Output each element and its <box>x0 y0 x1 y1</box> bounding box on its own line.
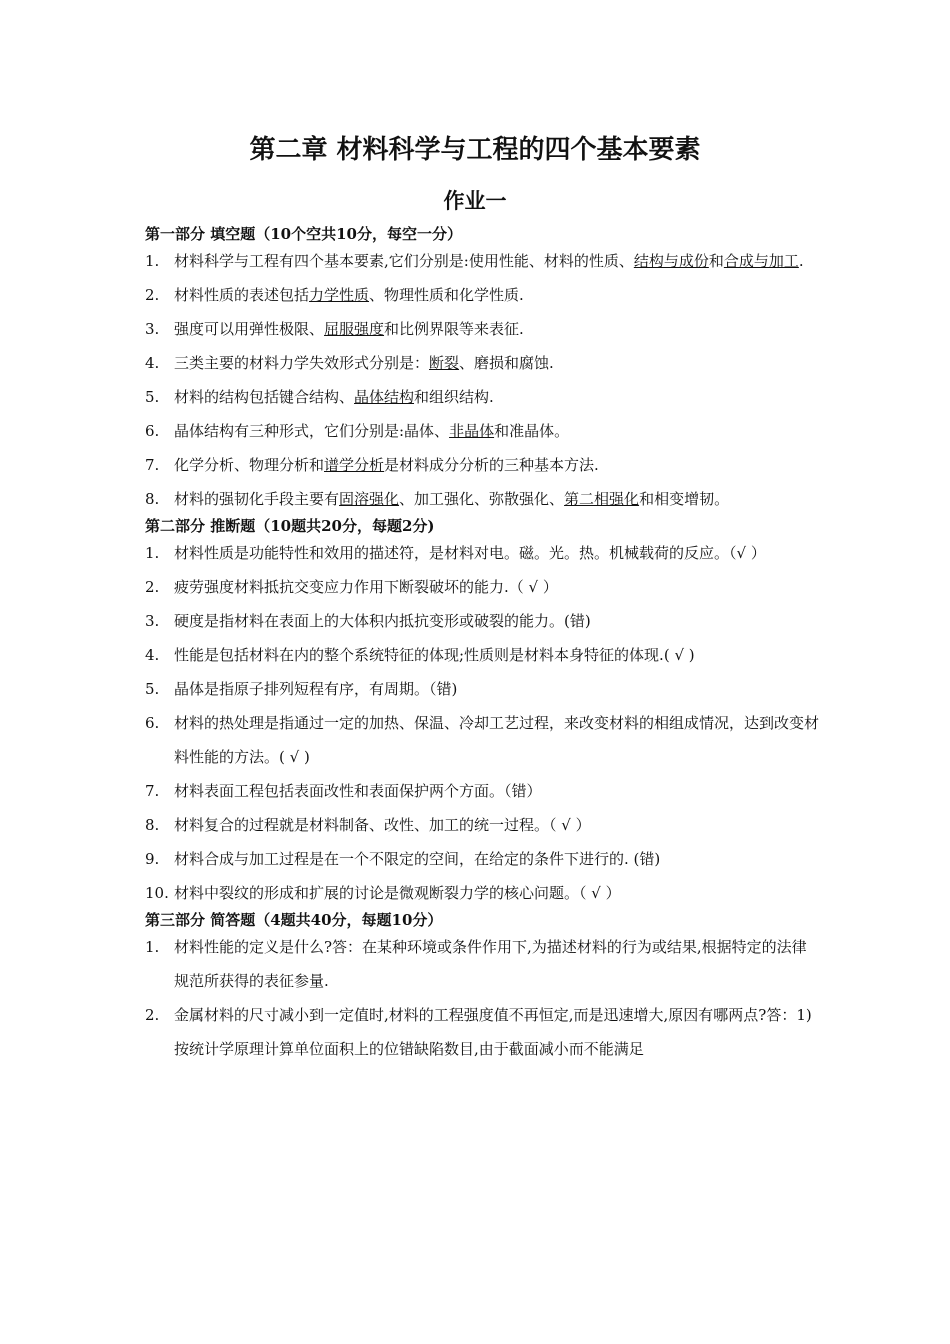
item-number: 8. <box>145 816 160 834</box>
answer-blank: 断裂 <box>429 354 460 372</box>
item-text: 和准晶体。 <box>494 422 570 440</box>
part2-item <box>145 536 820 570</box>
item-text: 材料性质是功能特性和效用的描述符，是材料对电。磁。光。热。机械载荷的反应。（√ ） <box>174 544 766 562</box>
item-number: 8. <box>145 490 160 508</box>
document-body <box>145 224 820 1066</box>
answer-blank: 晶体结构 <box>354 388 415 406</box>
assignment-title: 作业一 <box>443 188 507 213</box>
item-text: . <box>798 252 804 270</box>
item-text: 是材料成分分析的三种基本方法. <box>384 456 599 474</box>
answer-blank: 第二相强化 <box>564 490 640 508</box>
item-number: 3. <box>145 612 160 630</box>
item-number: 10. <box>145 884 169 902</box>
item-text: 材料表面工程包括表面改性和表面保护两个方面。（错） <box>174 782 542 800</box>
item-text: 性能是包括材料在内的整个系统特征的体现;性质则是材料本身特征的体现.( √ ) <box>174 646 695 664</box>
answer-blank: 屈服强度 <box>324 320 385 338</box>
item-text: 材料中裂纹的形成和扩展的讨论是微观断裂力学的核心问题。（ √ ） <box>174 884 621 902</box>
item-number: 7. <box>145 782 160 800</box>
answer-blank: 谱学分析 <box>324 456 385 474</box>
part3-heading: 第三部分 简答题（4题共40分，每题10分） <box>145 911 443 929</box>
part2-item <box>145 876 820 910</box>
answer-blank: 合成与加工 <box>723 252 799 270</box>
part2-item <box>145 638 820 672</box>
item-text: 和比例界限等来表征. <box>384 320 524 338</box>
part1-item <box>145 448 820 482</box>
item-number: 1. <box>145 938 160 956</box>
item-text: 疲劳强度材料抵抗交变应力作用下断裂破坏的能力.（ √ ） <box>174 578 558 596</box>
part3-item <box>145 930 820 998</box>
item-text: 材料的结构包括键合结构、 <box>174 388 355 406</box>
item-text: 材料的热处理是指通过一定的加热、保温、冷却工艺过程，来改变材料的相组成情况，达到改变材料性能的方法。( √ ) <box>174 714 820 766</box>
item-text: 材料复合的过程就是材料制备、改性、加工的统一过程。（ √ ） <box>174 816 591 834</box>
item-number: 3. <box>145 320 160 338</box>
part2-item <box>145 774 820 808</box>
part1-item <box>145 380 820 414</box>
answer-blank: 非晶体 <box>449 422 495 440</box>
item-text: 金属材料的尺寸减小到一定值时,材料的工程强度值不再恒定,而是迅速增大,原因有哪两点?答：1)按统计学原理计算单位面积上的位错缺陷数目,由于截面减小而不能满足 <box>174 1006 812 1058</box>
part1-item <box>145 244 820 278</box>
part1-item <box>145 312 820 346</box>
item-text: 、加工强化、弥散强化、 <box>399 490 565 508</box>
part2-item <box>145 672 820 706</box>
item-number: 6. <box>145 714 160 732</box>
item-text: 硬度是指材料在表面上的大体积内抵抗变形或破裂的能力。(错) <box>174 612 591 630</box>
item-text: 三类主要的材料力学失效形式分别是： <box>174 354 430 372</box>
item-text: 、磨损和腐蚀. <box>459 354 554 372</box>
part1-item <box>145 414 820 448</box>
answer-blank: 力学性质 <box>309 286 370 304</box>
item-text: 材料合成与加工过程是在一个不限定的空间，在给定的条件下进行的. (错) <box>174 850 661 868</box>
item-text: 、物理性质和化学性质. <box>369 286 524 304</box>
item-text: 和相变增韧。 <box>639 490 730 508</box>
item-text: 和组织结构. <box>414 388 494 406</box>
part3-item <box>145 998 820 1066</box>
part3-list <box>145 930 820 1066</box>
part2-item <box>145 808 820 842</box>
part2-item <box>145 706 820 774</box>
part2-item <box>145 842 820 876</box>
item-text: 材料性质的表述包括 <box>174 286 310 304</box>
part2-heading: 第二部分 推断题（10题共20分，每题2分) <box>145 517 435 535</box>
item-text: 强度可以用弹性极限、 <box>174 320 325 338</box>
item-number: 5. <box>145 388 160 406</box>
item-number: 1. <box>145 544 160 562</box>
chapter-title: 第二章 材料科学与工程的四个基本要素 <box>249 135 701 165</box>
item-number: 6. <box>145 422 160 440</box>
part1-heading: 第一部分 填空题（10个空共10分，每空一分） <box>145 225 462 243</box>
item-number: 4. <box>145 646 160 664</box>
item-text: 化学分析、物理分析和 <box>174 456 325 474</box>
answer-blank: 结构与成份 <box>633 252 709 270</box>
part2-item <box>145 604 820 638</box>
answer-blank: 固溶强化 <box>339 490 400 508</box>
item-text: 晶体是指原子排列短程有序，有周期。（错) <box>174 680 458 698</box>
part1-item <box>145 346 820 380</box>
item-number: 9. <box>145 850 160 868</box>
item-number: 7. <box>145 456 160 474</box>
item-text: 和 <box>708 252 724 270</box>
item-number: 1. <box>145 252 160 270</box>
part1-list <box>145 244 820 516</box>
item-text: 材料科学与工程有四个基本要素,它们分别是:使用性能、材料的性质、 <box>174 252 634 270</box>
item-number: 2. <box>145 1006 160 1024</box>
part1-item <box>145 278 820 312</box>
item-text: 材料性能的定义是什么?答：在某种环境或条件作用下,为描述材料的行为或结果,根据特定的法律规范所获得的表征参量. <box>174 938 807 990</box>
part2-item <box>145 570 820 604</box>
part2-list <box>145 536 820 910</box>
item-text: 材料的强韧化手段主要有 <box>174 490 340 508</box>
item-number: 4. <box>145 354 160 372</box>
item-number: 5. <box>145 680 160 698</box>
item-text: 晶体结构有三种形式，它们分别是:晶体、 <box>174 422 450 440</box>
part1-item <box>145 482 820 516</box>
item-number: 2. <box>145 286 160 304</box>
item-number: 2. <box>145 578 160 596</box>
